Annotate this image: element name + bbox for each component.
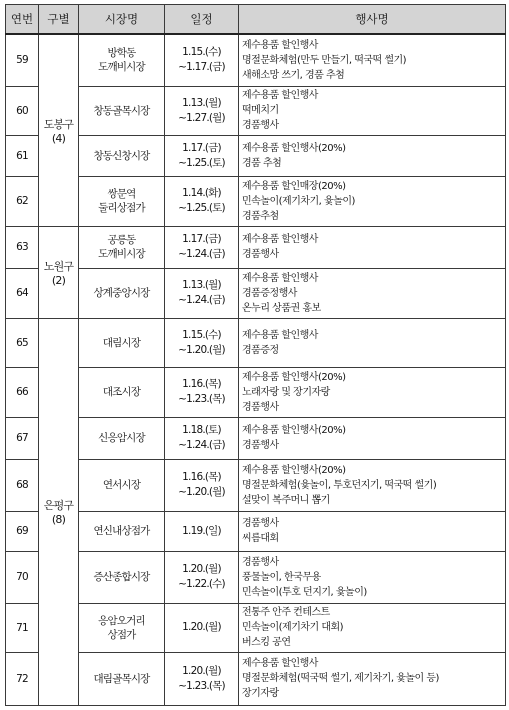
header-no: 연번 [6,5,39,35]
table-row [6,459,506,511]
event-details: 제수용품 할인행사 경품증정 [239,318,506,367]
event-date: 1.20.(월) [165,603,239,652]
row-number: 64 [6,268,39,318]
row-number: 65 [6,318,39,367]
market-name: 응암오거리 상점가 [79,603,165,652]
event-date: 1.20.(월) ~1.22.(수) [165,551,239,603]
table-row [6,318,506,367]
row-number: 68 [6,459,39,511]
row-number: 70 [6,551,39,603]
row-number: 63 [6,226,39,268]
event-date: 1.14.(화) ~1.25.(토) [165,176,239,226]
group-name: 은평구 [43,499,74,512]
event-details: 경품행사 풍물놀이, 한국무용 민속놀이(투호 던지기, 윷놀이) [239,551,506,603]
table-row [6,226,506,268]
event-date: 1.13.(월) ~1.27.(월) [165,86,239,135]
event-date: 1.18.(토) ~1.24.(금) [165,417,239,459]
row-number: 71 [6,603,39,652]
row-number: 61 [6,135,39,176]
header-event: 행사명 [239,5,506,35]
event-date: 1.17.(금) ~1.24.(금) [165,226,239,268]
row-number: 62 [6,176,39,226]
event-details: 제수용품 할인행사(20%) 경품 추첨 [239,135,506,176]
market-name: 방학동 도깨비시장 [79,34,165,86]
group-count: (8) [51,513,66,526]
row-number: 66 [6,367,39,417]
row-number: 67 [6,417,39,459]
table-row [6,603,506,652]
header-market: 시장명 [79,5,165,35]
table-row [6,135,506,176]
market-name: 창동신창시장 [79,135,165,176]
event-details: 경품행사 씨름대회 [239,511,506,551]
table-row [6,511,506,551]
group-cell-eunpyeong [39,318,79,705]
table-row [6,652,506,705]
event-details: 제수용품 할인행사 명절문화체험(만두 만들기, 떡국떡 썰기) 새해소망 쓰기, 경품 추첨 [239,34,506,86]
event-date: 1.15.(수) ~1.20.(월) [165,318,239,367]
market-name: 신응암시장 [79,417,165,459]
event-details: 제수용품 할인행사 경품증정행사 온누리 상품권 홍보 [239,268,506,318]
market-name: 공릉동 도깨비시장 [79,226,165,268]
event-date: 1.19.(일) [165,511,239,551]
table-row [6,34,506,86]
event-date: 1.13.(월) ~1.24.(금) [165,268,239,318]
event-details: 제수용품 할인매장(20%) 민속놀이(제기차기, 윷놀이) 경품추첨 [239,176,506,226]
market-name: 연서시장 [79,459,165,511]
group-name: 도봉구 [43,117,74,131]
table-row [6,417,506,459]
event-date: 1.15.(수) ~1.17.(금) [165,34,239,86]
event-date: 1.20.(월) ~1.23.(목) [165,652,239,705]
market-name: 대림골목시장 [79,652,165,705]
market-name: 상계중앙시장 [79,268,165,318]
market-name: 쌍문역 둘리상점가 [79,176,165,226]
row-number: 60 [6,86,39,135]
market-name: 창동골목시장 [79,86,165,135]
header-date: 일정 [165,5,239,35]
table-row [6,86,506,135]
event-details: 제수용품 할인행사 명절문화체험(떡국떡 썰기, 제기차기, 윷놀이 등) 장기자랑 [239,652,506,705]
row-number: 72 [6,652,39,705]
event-date: 1.17.(금) ~1.25.(토) [165,135,239,176]
table-row [6,268,506,318]
event-date: 1.16.(목) ~1.23.(목) [165,367,239,417]
group-name: 노원구 [43,259,74,273]
header-group: 구별 [39,5,79,35]
header-row [6,5,506,35]
event-date: 1.16.(목) ~1.20.(월) [165,459,239,511]
row-number: 59 [6,34,39,86]
event-details: 제수용품 할인행사 경품행사 [239,226,506,268]
group-count: (4) [51,131,66,145]
market-name: 증산종합시장 [79,551,165,603]
table-row [6,367,506,417]
event-schedule-table [5,4,506,706]
event-details: 제수용품 할인행사(20%) 경품행사 [239,417,506,459]
event-details: 제수용품 할인행사(20%) 명절문화체험(윷놀이, 투호던지기, 떡국떡 썰기) 설맞이 복주머니 뽑기 [239,459,506,511]
market-name: 대조시장 [79,367,165,417]
table-row [6,176,506,226]
event-details: 제수용품 할인행사(20%) 노래자랑 및 장기자랑 경품행사 [239,367,506,417]
group-cell-nowon [39,226,79,318]
market-name: 대림시장 [79,318,165,367]
event-details: 전통주 안주 컨테스트 민속놀이(제기차기 대회) 버스킹 공연 [239,603,506,652]
event-details: 제수용품 할인행사 떡메치기 경품행사 [239,86,506,135]
market-name: 연신내상점가 [79,511,165,551]
group-count: (2) [51,273,66,287]
group-cell-dobong [39,34,79,226]
row-number: 69 [6,511,39,551]
table-row [6,551,506,603]
